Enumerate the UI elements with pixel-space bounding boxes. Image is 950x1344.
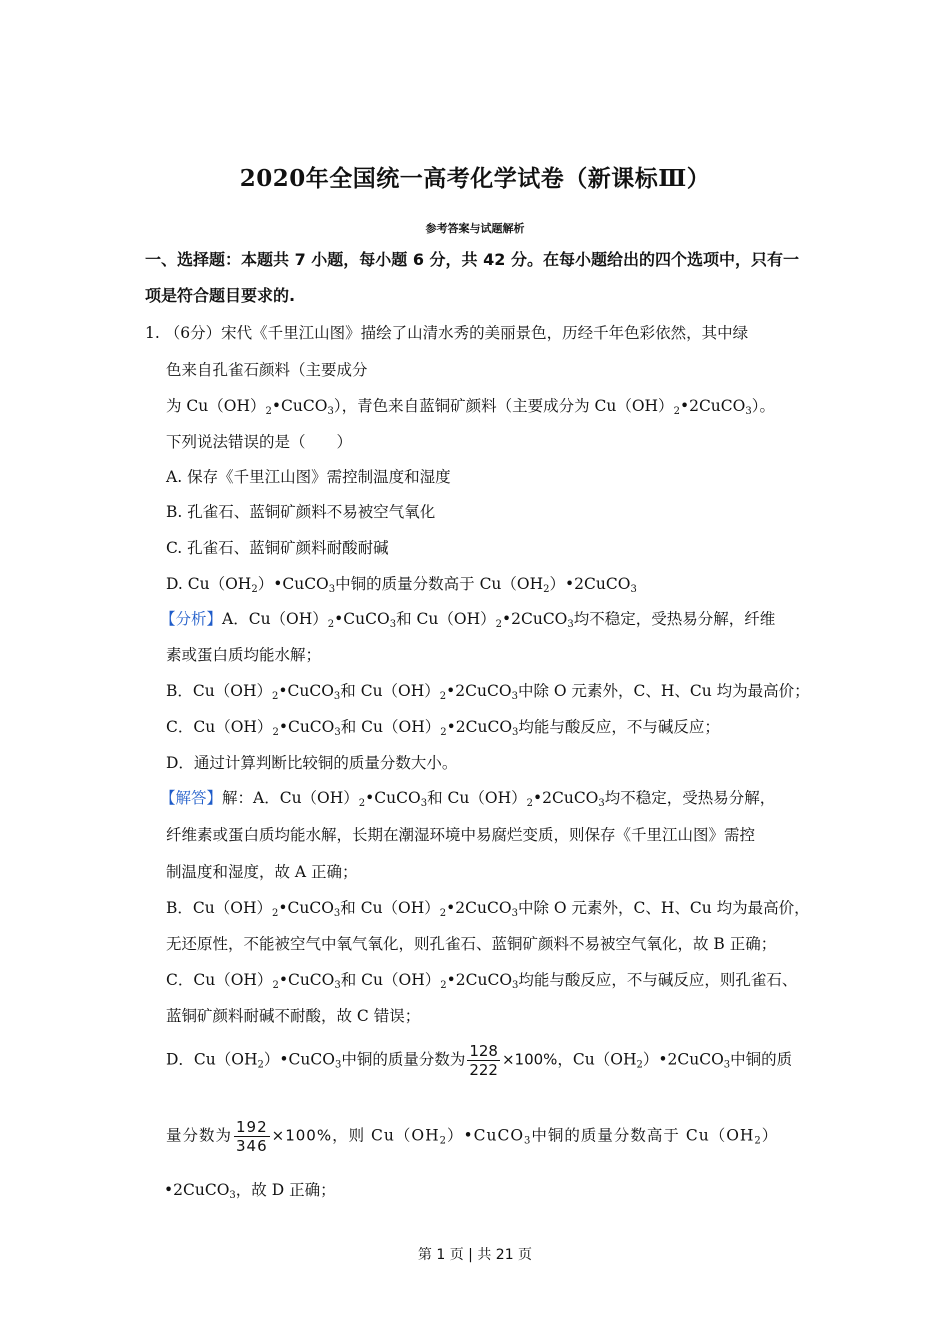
- text: 均能与酸反应，不与碱反应；: [518, 718, 720, 736]
- subscript: 3: [328, 584, 336, 595]
- option-text: 保存《千里江山图》需控制温度和湿度: [187, 468, 451, 486]
- subscript: 3: [327, 406, 334, 417]
- text: •CuCO: [278, 971, 335, 989]
- subscript: 3: [334, 980, 341, 991]
- text: 和 Cu（OH）: [427, 789, 527, 807]
- text: •CuCO: [278, 718, 335, 736]
- text: 中铜的质: [730, 1050, 793, 1069]
- answer-line2: 纤维素或蛋白质均能水解，长期在潮湿环境中易腐烂变质，则保存《千里江山图》需控: [166, 826, 756, 844]
- times-percent: ×100%: [501, 1050, 558, 1069]
- text: 中除 O 元素外，C、H、Cu 均为最高价；: [517, 682, 810, 700]
- text: ）•CuCO: [263, 1050, 335, 1069]
- text: ）: [761, 1126, 779, 1145]
- text: •2CuCO: [532, 789, 599, 807]
- subscript: 2: [439, 908, 447, 919]
- subscript: 2: [251, 584, 258, 595]
- subscript: 3: [723, 1059, 731, 1071]
- text: 为 Cu（OH）: [166, 397, 266, 415]
- text: 和 Cu（OH）: [340, 971, 441, 989]
- text: •2CuCO: [164, 1181, 230, 1199]
- subscript: 2: [439, 1135, 447, 1147]
- answer-d-line2: [166, 1118, 778, 1155]
- subscript: 3: [630, 584, 637, 595]
- text: 和 Cu（OH）: [340, 718, 441, 736]
- section-heading-line1: 一、选择题：本题共 7 小题，每小题 6 分，共 42 分。在每小题给出的四个选项中，只有一: [145, 250, 799, 269]
- text: •CuCO: [278, 899, 334, 917]
- text: 中除 O 元素外，C、H、Cu 均为最高价，: [517, 899, 810, 917]
- option-a: [166, 465, 451, 487]
- subscript: 3: [512, 727, 519, 738]
- answer-b-line1: [166, 896, 810, 919]
- subscript: 2: [526, 798, 533, 809]
- option-text: 孔雀石、蓝铜矿颜料耐酸耐碱: [187, 539, 389, 557]
- text: •2CuCO: [446, 682, 512, 700]
- text: •CuCO: [365, 789, 421, 807]
- answer-d-line1: [166, 1042, 792, 1079]
- answer-c-line1: [166, 968, 797, 991]
- subscript: 2: [673, 406, 680, 417]
- subscript: 2: [543, 584, 550, 595]
- option-label: A.: [166, 468, 183, 486]
- answer-b-line2: 无还原性，不能被空气中氧气氧化，则孔雀石、蓝铜矿颜料不易被空气氧化，故 B 正确；: [166, 935, 777, 953]
- option-c: [166, 536, 389, 558]
- text: 和 Cu（OH）: [340, 899, 440, 917]
- subscript: 3: [512, 980, 519, 991]
- subscript: 2: [754, 1135, 762, 1147]
- text: ）•2CuCO: [549, 575, 631, 593]
- text: A．Cu（OH）: [222, 610, 328, 628]
- subscript: 3: [511, 691, 518, 702]
- subscript: 2: [272, 980, 279, 991]
- text: C．Cu（OH）: [166, 971, 273, 989]
- option-label: D.: [166, 575, 183, 593]
- fraction-numerator: 192: [236, 1118, 268, 1136]
- analysis-line2: 素或蛋白质均能水解；: [166, 646, 322, 664]
- subscript: 2: [358, 798, 366, 809]
- analysis-d: D．通过计算判断比较铜的质量分数大小。: [166, 754, 458, 772]
- analysis-line1: [160, 607, 775, 630]
- times-percent: ×100%: [271, 1126, 333, 1145]
- subscript: 3: [524, 1135, 532, 1147]
- text: 均不稳定，受热易分解，: [604, 789, 776, 807]
- fraction-denominator: 222: [469, 1061, 498, 1079]
- analysis-c: [166, 715, 720, 738]
- subscript: 3: [389, 619, 397, 630]
- question-stem-line2: 色来自孔雀石颜料（主要成分: [166, 361, 368, 379]
- text: B．Cu（OH）: [166, 899, 272, 917]
- subscript: 3: [334, 727, 341, 738]
- question-stem-line3: [166, 394, 775, 417]
- text: •CuCO: [271, 397, 328, 415]
- text: 均能与酸反应，不与碱反应，则孔雀石、: [518, 971, 798, 989]
- text: 解：A．Cu（OH）: [222, 789, 359, 807]
- text: •2CuCO: [679, 397, 746, 415]
- question-stem-line4: 下列说法错误的是（ ）: [166, 433, 353, 451]
- subscript: 3: [333, 908, 341, 919]
- text: 中铜的质量分数高于 Cu（OH: [531, 1126, 755, 1145]
- subscript: 3: [334, 1059, 342, 1071]
- text: •2CuCO: [501, 610, 568, 628]
- subscript: 2: [439, 691, 447, 702]
- text: ，故 D 正确；: [235, 1181, 336, 1199]
- text: 量分数为: [166, 1126, 233, 1145]
- section-heading: [145, 242, 815, 314]
- subscript: 3: [745, 406, 752, 417]
- option-text: 孔雀石、蓝铜矿颜料不易被空气氧化: [187, 503, 436, 521]
- text: C．Cu（OH）: [166, 718, 273, 736]
- text: 中铜的质量分数为: [341, 1050, 466, 1069]
- subscript: 2: [265, 406, 272, 417]
- subscript: 2: [636, 1059, 643, 1071]
- analysis-b: [166, 679, 810, 702]
- fraction-numerator: 128: [469, 1042, 498, 1060]
- text: Cu（OH: [187, 575, 252, 593]
- subscript: 2: [271, 908, 279, 919]
- text: ）。: [751, 397, 775, 415]
- subscript: 2: [495, 619, 502, 630]
- question-stem-text: （6分）宋代《千里江山图》描绘了山清水秀的美丽景色，历经千年色彩依然，其中绿: [164, 324, 749, 342]
- subscript: 2: [327, 619, 335, 630]
- question-number: 1.: [145, 324, 160, 342]
- analysis-tag: 【分析】: [160, 610, 223, 628]
- subscript: 3: [511, 908, 518, 919]
- text: ）•CuCO: [257, 575, 329, 593]
- answer-c-line2: 蓝铜矿颜料耐碱不耐酸，故 C 错误；: [166, 1007, 421, 1025]
- answer-d-line3: [164, 1178, 336, 1201]
- text: ，则 Cu（OH: [332, 1126, 440, 1145]
- text: •2CuCO: [446, 899, 512, 917]
- answer-tag: 【解答】: [160, 789, 223, 807]
- text: ）•2CuCO: [642, 1050, 724, 1069]
- text: 中铜的质量分数高于 Cu（OH: [335, 575, 544, 593]
- page-subtitle: 参考答案与试题解析: [425, 222, 525, 235]
- text: 均不稳定，受热易分解，纤维: [573, 610, 776, 628]
- page-footer: 第 1 页 | 共 21 页: [417, 1247, 533, 1263]
- option-d: [166, 572, 637, 595]
- fraction-128-222: [467, 1042, 500, 1079]
- page-title: 2020年全国统一高考化学试卷（新课标Ⅲ）: [239, 165, 711, 192]
- text: ），青色来自蓝铜矿颜料（主要成分为 Cu（OH）: [333, 397, 674, 415]
- subscript: 2: [257, 1059, 264, 1071]
- subscript: 2: [272, 727, 279, 738]
- option-b: [166, 500, 435, 522]
- text: •2CuCO: [446, 718, 513, 736]
- text: •2CuCO: [446, 971, 513, 989]
- section-heading-line2: 项是符合题目要求的.: [145, 286, 296, 305]
- answer-line3: 制温度和湿度，故 A 正确；: [166, 863, 358, 881]
- option-label: C.: [166, 539, 183, 557]
- subscript: 3: [567, 619, 574, 630]
- text: •CuCO: [278, 682, 334, 700]
- text: 和 Cu（OH）: [340, 682, 440, 700]
- text: 和 Cu（OH）: [396, 610, 496, 628]
- subscript: 3: [598, 798, 605, 809]
- subscript: 3: [420, 798, 428, 809]
- option-label: B.: [166, 503, 183, 521]
- subscript: 2: [440, 727, 447, 738]
- subscript: 2: [440, 980, 447, 991]
- text: B．Cu（OH）: [166, 682, 272, 700]
- text: •CuCO: [334, 610, 390, 628]
- answer-line1: [160, 786, 775, 809]
- question-stem-line1: [145, 321, 748, 343]
- subscript: 2: [271, 691, 279, 702]
- subscript: 3: [333, 691, 341, 702]
- text: ，Cu（OH: [557, 1050, 637, 1069]
- subscript: 3: [229, 1190, 236, 1201]
- text: D．Cu（OH: [166, 1050, 258, 1069]
- fraction-192-346: [234, 1118, 270, 1155]
- fraction-denominator: 346: [236, 1137, 268, 1155]
- text: ）•CuCO: [446, 1126, 525, 1145]
